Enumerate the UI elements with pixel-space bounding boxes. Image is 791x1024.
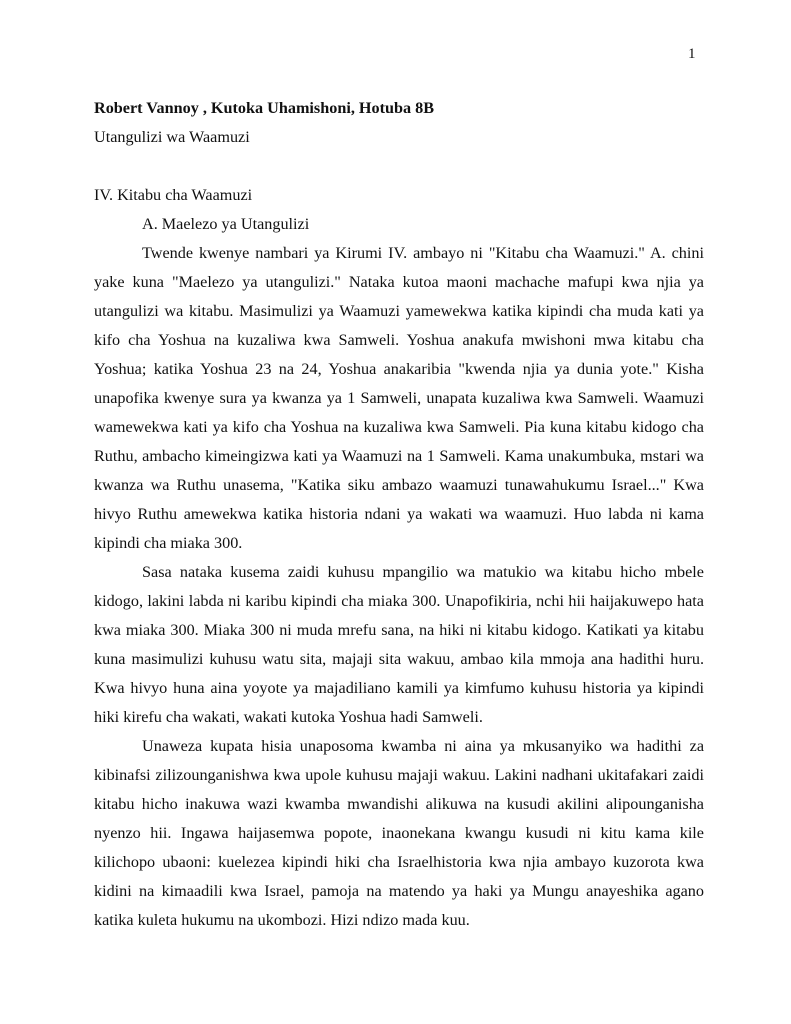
page-number: 1 bbox=[688, 46, 696, 62]
document-body bbox=[94, 94, 704, 935]
document-subtitle: Utangulizi wa Waamuzi bbox=[94, 128, 250, 146]
section-heading: IV. Kitabu cha Waamuzi bbox=[94, 186, 253, 204]
subsection-heading: A. Maelezo ya Utangulizi bbox=[142, 215, 310, 233]
paragraph-3: Unaweza kupata hisia unaposoma kwamba ni aina ya mkusanyiko wa hadithi za kibinafsi zilizounganishwa kwa upole kuhusu majaji wakuu. Lakini nadhani ukitafakari zaidi kitabu hicho inakuwa wazi kwamba mwandishi alikuwa na kusudi akilini alipounganisha nyenzo hii. Ingawa haijasemwa popote, inaonekana kwangu kusudi ni kitu kama kile kilichopo ubaoni: kuelezea kipindi hiki cha Israelhistoria kwa njia ambayo kuzorota kwa kidini na kimaadili kwa Israel, pamoja na matendo ya haki ya Mungu anayeshika agano katika kuleta hukumu na ukombozi. Hizi ndizo mada kuu. bbox=[94, 737, 704, 929]
document-title: Robert Vannoy , Kutoka Uhamishoni, Hotuba 8B bbox=[94, 99, 435, 117]
paragraph-2: Sasa nataka kusema zaidi kuhusu mpangilio wa matukio wa kitabu hicho mbele kidogo, lakini labda ni karibu kipindi cha miaka 300. Unapofikiria, nchi hii haijakuwepo hata kwa miaka 300. Miaka 300 ni muda mrefu sana, na hiki ni kitabu kidogo. Katikati ya kitabu kuna masimulizi kuhusu watu sita, majaji sita wakuu, ambao kila mmoja ana hadithi huru. Kwa hivyo huna aina yoyote ya majadiliano kamili ya kimfumo kuhusu historia ya kipindi hiki kirefu cha wakati, wakati kutoka Yoshua hadi Samweli. bbox=[94, 563, 704, 726]
paragraph-1: Twende kwenye nambari ya Kirumi IV. ambayo ni "Kitabu cha Waamuzi." A. chini yake kuna "Maelezo ya utangulizi." Nataka kutoa maoni machache mafupi kwa njia ya utangulizi wa kitabu. Masimulizi ya Waamuzi yamewekwa katika kipindi cha muda kati ya kifo cha Yoshua na kuzaliwa kwa Samweli. Yoshua anakufa mwishoni mwa kitabu cha Yoshua; katika Yoshua 23 na 24, Yoshua anakaribia "kwenda njia ya dunia yote." Kisha unapofika kwenye sura ya kwanza ya 1 Samweli, unapata kuzaliwa kwa Samweli. Waamuzi wamewekwa kati ya kifo cha Yoshua na kuzaliwa kwa Samweli. Pia kuna kitabu kidogo cha Ruthu, ambacho kimeingizwa kati ya Waamuzi na 1 Samweli. Kama unakumbuka, mstari wa kwanza wa Ruthu unasema, "Katika siku ambazo waamuzi tunawahukumu Israel..." Kwa hivyo Ruthu amewekwa katika historia ndani ya wakati wa waamuzi. Huo labda ni kama kipindi cha miaka 300. bbox=[94, 244, 704, 552]
